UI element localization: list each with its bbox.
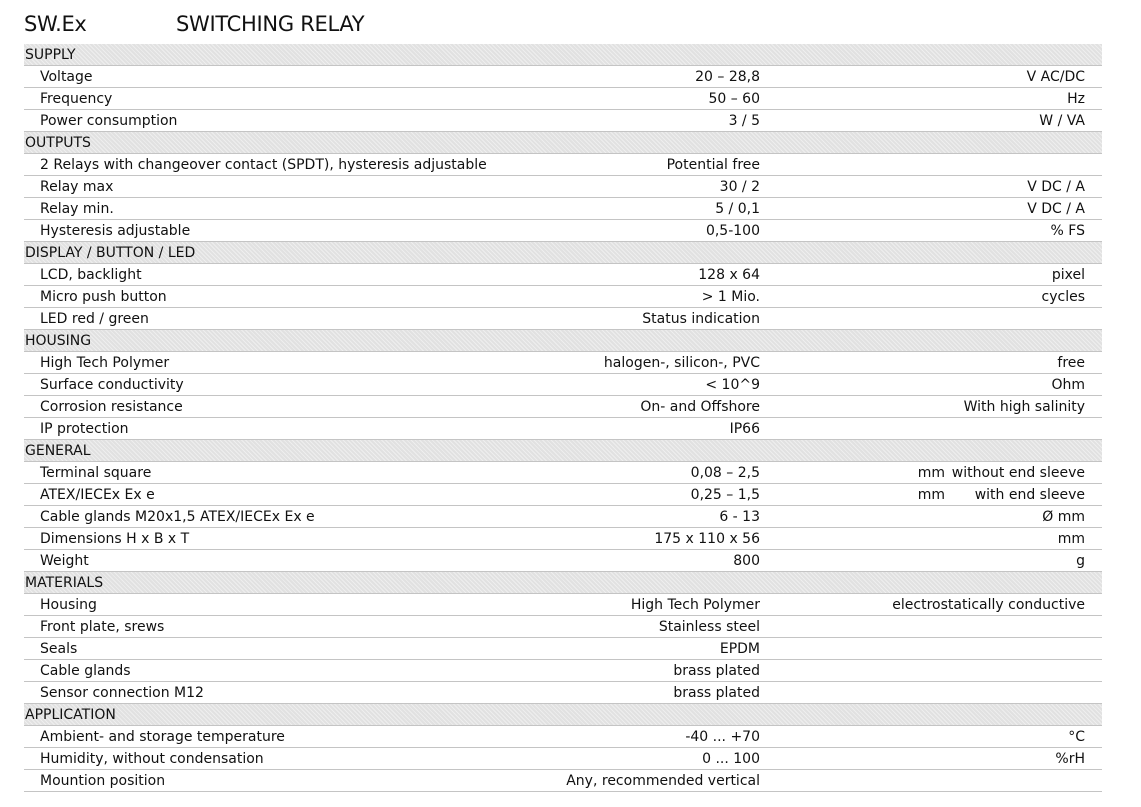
document-header bbox=[24, 8, 1104, 40]
spec-unit: Ø mm bbox=[1042, 509, 1085, 525]
spec-row bbox=[24, 748, 1102, 770]
spec-unit: pixel bbox=[1051, 267, 1085, 283]
spec-row bbox=[24, 418, 1102, 440]
model-name: SW.Ex bbox=[24, 12, 87, 36]
spec-unit: mm bbox=[1057, 531, 1085, 547]
spec-value: 0,08 – 2,5 bbox=[690, 465, 760, 481]
spec-unit-primary: mm bbox=[917, 465, 945, 481]
spec-row bbox=[24, 550, 1102, 572]
spec-label: Mountion position bbox=[40, 773, 166, 789]
spec-value: 6 - 13 bbox=[719, 509, 760, 525]
spec-unit: Ohm bbox=[1051, 377, 1085, 393]
spec-label: Micro push button bbox=[40, 289, 167, 305]
spec-row bbox=[24, 484, 1102, 506]
spec-value: 5 / 0,1 bbox=[715, 201, 760, 217]
spec-label: LED red / green bbox=[40, 311, 149, 327]
section-header bbox=[24, 440, 1102, 462]
spec-value: On- and Offshore bbox=[640, 399, 760, 415]
section-title: MATERIALS bbox=[25, 575, 104, 591]
spec-unit: with end sleeve bbox=[974, 487, 1085, 503]
spec-label: Corrosion resistance bbox=[40, 399, 183, 415]
spec-label: LCD, backlight bbox=[40, 267, 142, 283]
spec-row bbox=[24, 308, 1102, 330]
spec-label: Power consumption bbox=[40, 113, 178, 129]
product-name: SWITCHING RELAY bbox=[176, 12, 365, 36]
spec-value: IP66 bbox=[729, 421, 760, 437]
section-header bbox=[24, 704, 1102, 726]
spec-value: Stainless steel bbox=[658, 619, 760, 635]
spec-row bbox=[24, 682, 1102, 704]
section-title: APPLICATION bbox=[25, 707, 116, 723]
spec-table bbox=[24, 44, 1102, 792]
spec-row bbox=[24, 396, 1102, 418]
spec-value: 3 / 5 bbox=[728, 113, 760, 129]
section-title: GENERAL bbox=[25, 443, 91, 459]
spec-label: Surface conductivity bbox=[40, 377, 184, 393]
spec-value: 20 – 28,8 bbox=[695, 69, 760, 85]
spec-value: brass plated bbox=[673, 685, 760, 701]
spec-value: Any, recommended vertical bbox=[566, 773, 760, 789]
spec-value: 30 / 2 bbox=[719, 179, 760, 195]
spec-unit: V DC / A bbox=[1027, 201, 1085, 217]
spec-label: ATEX/IECEx Ex e bbox=[40, 487, 155, 503]
spec-label: Weight bbox=[40, 553, 89, 569]
spec-label: Relay min. bbox=[40, 201, 114, 217]
spec-row bbox=[24, 462, 1102, 484]
spec-label: Dimensions H x B x T bbox=[40, 531, 190, 547]
section-title: DISPLAY / BUTTON / LED bbox=[25, 245, 196, 261]
spec-value: 0,5-100 bbox=[705, 223, 760, 239]
spec-row bbox=[24, 616, 1102, 638]
section-header bbox=[24, 132, 1102, 154]
spec-unit: cycles bbox=[1041, 289, 1085, 305]
spec-row bbox=[24, 528, 1102, 550]
spec-row bbox=[24, 176, 1102, 198]
spec-row bbox=[24, 638, 1102, 660]
spec-unit: g bbox=[1076, 553, 1085, 569]
spec-label: Seals bbox=[40, 641, 78, 657]
spec-value: 0,25 – 1,5 bbox=[690, 487, 760, 503]
spec-row bbox=[24, 220, 1102, 242]
spec-label: 2 Relays with changeover contact (SPDT), hysteresis adjustable bbox=[40, 157, 487, 173]
spec-row bbox=[24, 198, 1102, 220]
spec-label: Housing bbox=[40, 597, 97, 613]
spec-unit: % FS bbox=[1050, 223, 1085, 239]
spec-label: Frequency bbox=[40, 91, 113, 107]
spec-row bbox=[24, 88, 1102, 110]
spec-row bbox=[24, 154, 1102, 176]
spec-label: Cable glands bbox=[40, 663, 131, 679]
spec-label: IP protection bbox=[40, 421, 129, 437]
section-title: OUTPUTS bbox=[25, 135, 91, 151]
spec-unit: With high salinity bbox=[963, 399, 1085, 415]
spec-value: 0 ... 100 bbox=[702, 751, 760, 767]
spec-unit: %rH bbox=[1055, 751, 1085, 767]
spec-unit: free bbox=[1057, 355, 1085, 371]
spec-unit: °C bbox=[1068, 729, 1085, 745]
spec-row bbox=[24, 66, 1102, 88]
section-title: HOUSING bbox=[25, 333, 92, 349]
spec-row bbox=[24, 286, 1102, 308]
spec-value: > 1 Mio. bbox=[701, 289, 760, 305]
spec-value: halogen-, silicon-, PVC bbox=[603, 355, 760, 371]
spec-label: Sensor connection M12 bbox=[40, 685, 204, 701]
spec-label: Cable glands M20x1,5 ATEX/IECEx Ex e bbox=[40, 509, 315, 525]
spec-row bbox=[24, 352, 1102, 374]
spec-row bbox=[24, 374, 1102, 396]
spec-value: 50 – 60 bbox=[708, 91, 760, 107]
section-header bbox=[24, 572, 1102, 594]
spec-row bbox=[24, 594, 1102, 616]
section-header bbox=[24, 330, 1102, 352]
spec-value: EPDM bbox=[719, 641, 760, 657]
spec-unit: without end sleeve bbox=[951, 465, 1085, 481]
spec-label: Humidity, without condensation bbox=[40, 751, 264, 767]
spec-value: Status indication bbox=[642, 311, 760, 327]
spec-label: Terminal square bbox=[40, 465, 152, 481]
spec-label: Relay max bbox=[40, 179, 114, 195]
spec-value: High Tech Polymer bbox=[630, 597, 760, 613]
spec-value: brass plated bbox=[673, 663, 760, 679]
spec-row bbox=[24, 770, 1102, 792]
spec-value: -40 ... +70 bbox=[685, 729, 760, 745]
spec-unit: W / VA bbox=[1039, 113, 1085, 129]
spec-label: High Tech Polymer bbox=[40, 355, 170, 371]
spec-unit: Hz bbox=[1067, 91, 1085, 107]
spec-row bbox=[24, 726, 1102, 748]
spec-value: Potential free bbox=[666, 157, 760, 173]
spec-value: < 10^9 bbox=[705, 377, 760, 393]
spec-value: 128 x 64 bbox=[698, 267, 760, 283]
spec-unit: V AC/DC bbox=[1026, 69, 1085, 85]
section-header bbox=[24, 44, 1102, 66]
spec-label: Hysteresis adjustable bbox=[40, 223, 191, 239]
section-title: SUPPLY bbox=[25, 47, 76, 63]
spec-row bbox=[24, 264, 1102, 286]
spec-value: 175 x 110 x 56 bbox=[654, 531, 760, 547]
spec-row bbox=[24, 506, 1102, 528]
spec-value: 800 bbox=[733, 553, 760, 569]
spec-label: Voltage bbox=[40, 69, 93, 85]
spec-label: Front plate, srews bbox=[40, 619, 165, 635]
spec-unit-primary: mm bbox=[917, 487, 945, 503]
spec-row bbox=[24, 660, 1102, 682]
spec-unit: V DC / A bbox=[1027, 179, 1085, 195]
section-header bbox=[24, 242, 1102, 264]
spec-row bbox=[24, 110, 1102, 132]
spec-label: Ambient- and storage temperature bbox=[40, 729, 285, 745]
spec-unit: electrostatically conductive bbox=[892, 597, 1085, 613]
